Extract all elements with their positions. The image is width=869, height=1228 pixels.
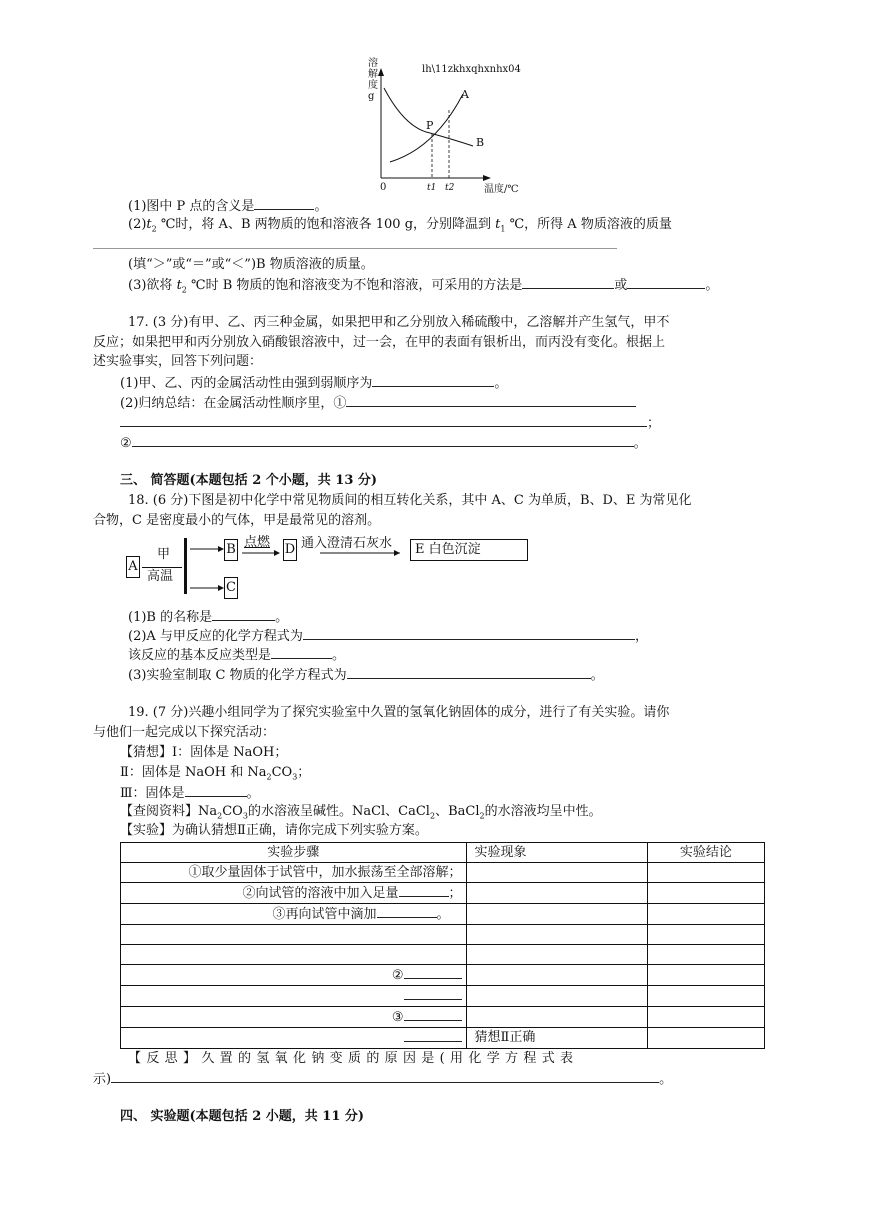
q18-part1: (1)B 的名称是 。	[128, 607, 288, 627]
section-3-heading: 三、 简答题(本题包括 2 个小题，共 13 分)	[120, 473, 378, 488]
box-b: B	[224, 539, 238, 561]
step-3: ③再向试管中滴加 。	[121, 904, 467, 925]
reflect-line1: 【 反 思 】 久 置 的 氢 氧 化 钠 变 质 的 原 因 是 ( 用 化 学 方 程 式 表	[128, 1051, 574, 1066]
label-tongru: 通入澄清石灰水	[301, 536, 393, 551]
step-blank[interactable]	[121, 925, 467, 945]
step-2-answer: ②	[121, 965, 467, 986]
label-dianran: 点燃	[244, 535, 271, 550]
conclusion-cell[interactable]	[647, 904, 764, 925]
experiment-table	[120, 842, 765, 1049]
table-row	[121, 904, 765, 925]
q19-line1: 19. (7 分)兴趣小组同学为了探究实验室中久置的氢氧化钠固体的成分，进行了有关实验。请你	[128, 705, 670, 720]
phenomenon-cell[interactable]	[466, 965, 647, 986]
table-row	[121, 863, 765, 883]
phenomenon-cell[interactable]	[466, 904, 647, 925]
step-blank[interactable]	[121, 945, 467, 965]
q19-guess3: Ⅲ：固体是 。	[120, 783, 260, 803]
step-2: ②向试管的溶液中加入足量 ；	[121, 883, 467, 904]
q17-line1: 17. (3 分)有甲、乙、丙三种金属，如果把甲和乙分别放入稀硫酸中，乙溶解并产生氢气，甲不	[128, 315, 670, 330]
curve-a-label: A	[461, 88, 469, 101]
conclusion-guess-2: 猜想Ⅱ正确	[466, 1028, 647, 1049]
q17-line3: 述实验事实，回答下列问题：	[93, 354, 263, 369]
header-steps: 实验步骤	[121, 843, 467, 863]
solubility-graph-svg	[360, 58, 540, 198]
table-row	[121, 945, 765, 965]
phenomenon-cell[interactable]	[466, 925, 647, 945]
q19-guess1: 【猜想】Ⅰ：固体是 NaOH；	[120, 745, 288, 760]
q18-line2: 合物，C 是密度最小的气体，甲是最常见的溶剂。	[93, 513, 381, 528]
q19-guess2: Ⅱ：固体是 NaOH 和 $Na_2CO_3$；	[120, 765, 311, 782]
q18-diagram	[120, 536, 520, 606]
conclusion-cell[interactable]	[647, 1028, 764, 1049]
phenomenon-cell[interactable]	[466, 986, 647, 1007]
table-row	[121, 883, 765, 904]
origin-label: 0	[380, 182, 387, 193]
solubility-graph	[360, 58, 540, 198]
graph-ylabel-3: g	[368, 91, 375, 102]
q16-part3: (3)欲将 $t_2$ ℃时 B 物质的饱和溶液变为不饱和溶液，可采用的方法是 或 。	[128, 275, 718, 300]
section-4-heading: 四、 实验题(本题包括 2 小题，共 11 分)	[120, 1109, 365, 1124]
phenomenon-cell[interactable]	[466, 945, 647, 965]
q17-part1: (1)甲、乙、丙的金属活动性由强到弱顺序为 。	[120, 373, 507, 393]
q18-part3: (3)实验室制取 C 物质的化学方程式为 。	[128, 665, 604, 685]
box-c: C	[224, 577, 238, 599]
q16-part2-cont: (填“＞”或“＝”或“＜”)B 物质溶液的质量。	[128, 257, 374, 272]
step-3-answer: ③	[121, 1007, 467, 1028]
conclusion-cell[interactable]	[647, 883, 764, 904]
q19-experiment-intro: 【实验】为确认猜想Ⅱ正确，请你完成下列实验方案。	[120, 823, 428, 838]
curve-b-label: B	[476, 136, 485, 149]
box-d: D	[283, 539, 297, 561]
phenomenon-cell[interactable]	[466, 1007, 647, 1028]
q19-info: 【查阅资料】$Na_2CO_3$的水溶液呈碱性。NaCl、CaCl$_2$、BaCl$_2$的水溶液均呈中性。	[120, 804, 602, 821]
branch-bar	[184, 538, 187, 594]
table-row	[121, 986, 765, 1007]
q17-part2: (2)归纳总结：在金属活动性顺序里，①	[120, 393, 636, 413]
t2-label: t2	[445, 183, 455, 193]
table-row	[121, 1028, 765, 1049]
q16-part2: $(2)t_2$ ℃时，将 A、B 两物质的饱和溶液各 100 g，分别降温到 $t_1$ ℃，所得 A 物质溶液的质量	[128, 217, 672, 234]
q18-part2: (2)A 与甲反应的化学方程式为 ，	[128, 626, 648, 646]
table-header-row	[121, 843, 765, 863]
phenomenon-cell[interactable]	[466, 883, 647, 904]
header-conclusion: 实验结论	[647, 843, 764, 863]
box-a: A	[126, 556, 140, 578]
table-row	[121, 1007, 765, 1028]
q17-line2: 反应；如果把甲和丙分别放入硝酸银溶液中，过一会，在甲的表面有银析出，而丙没有变化。根据上	[93, 335, 666, 350]
label-gaowen: 高温	[147, 569, 174, 584]
reflect-line2: 示) 。	[93, 1069, 672, 1089]
q18-part2b: 该反应的基本反应类型是 。	[128, 645, 345, 665]
conclusion-cell[interactable]	[647, 1007, 764, 1028]
graph-ylabel-1: 解	[368, 69, 378, 80]
graph-ylabel-2: 度	[368, 80, 378, 91]
conclusion-cell[interactable]	[647, 863, 764, 883]
graph-xlabel: 温度/℃	[484, 184, 519, 195]
phenomenon-cell[interactable]	[466, 863, 647, 883]
table-row	[121, 925, 765, 945]
q17-part2-line2: ；	[120, 413, 660, 433]
header-phenomena: 实验现象	[466, 843, 647, 863]
label-jia: 甲	[157, 547, 171, 562]
table-row	[121, 965, 765, 986]
step-1: ①取少量固体于试管中，加水振荡至全部溶解；	[121, 863, 467, 883]
t1-label: t1	[427, 183, 437, 193]
step-3-answer-cont	[121, 1028, 467, 1049]
arrow-to-e	[320, 548, 400, 558]
conclusion-cell[interactable]	[647, 925, 764, 945]
graph-watermark: lh\11zkhxqhxnhx04	[422, 64, 521, 75]
q16-answer-line	[93, 248, 617, 249]
graph-ylabel-0: 溶	[368, 58, 378, 69]
point-p-label: P	[426, 119, 434, 132]
q17-part2-line3: ② 。	[120, 433, 647, 453]
q19-line2: 与他们一起完成以下探究活动：	[93, 725, 276, 740]
box-e: E 白色沉淀	[410, 539, 528, 561]
q16-part1: (1)图中 P 点的含义是 。	[128, 196, 327, 216]
conclusion-cell[interactable]	[647, 986, 764, 1007]
step-2-answer-cont	[121, 986, 467, 1007]
arrow-to-d	[242, 548, 282, 558]
conclusion-cell[interactable]	[647, 965, 764, 986]
conclusion-cell[interactable]	[647, 945, 764, 965]
q18-line1: 18. (6 分)下图是初中化学中常见物质间的相互转化关系，其中 A、C 为单质，B、D、E 为常见化	[128, 493, 692, 508]
